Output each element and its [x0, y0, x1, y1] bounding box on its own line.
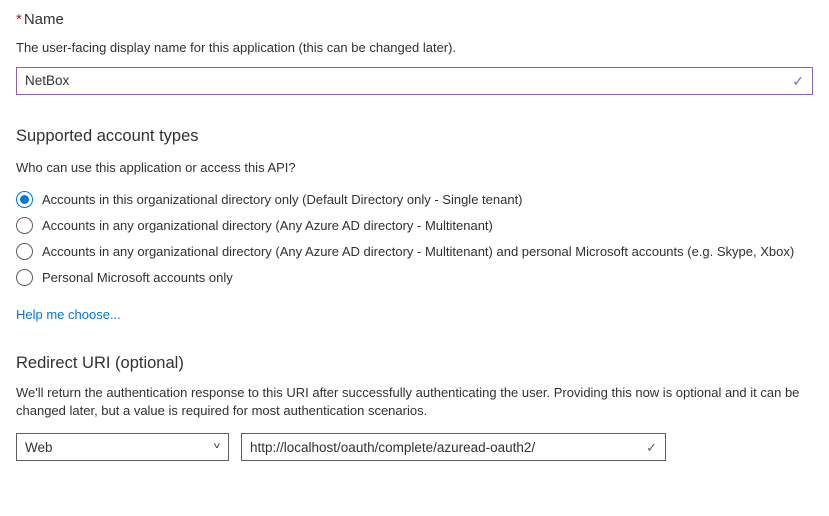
checkmark-icon: ✓: [646, 439, 657, 455]
required-indicator: *: [16, 11, 22, 28]
platform-select-value: Web: [25, 439, 53, 455]
help-me-choose-link[interactable]: Help me choose...: [16, 306, 121, 322]
name-description: The user-facing display name for this application (this can be changed later).: [16, 40, 457, 55]
account-types-radio-group: [16, 187, 813, 291]
name-input-wrapper[interactable]: [16, 67, 813, 95]
radio-icon: [16, 243, 33, 260]
radio-option-multitenant[interactable]: [16, 213, 813, 239]
redirect-uri-row: [16, 433, 813, 461]
platform-select[interactable]: [16, 433, 229, 461]
redirect-uri-title: Redirect URI (optional): [16, 353, 184, 372]
radio-label: Accounts in this organizational directory only (Default Directory only - Single tenant): [42, 192, 523, 208]
redirect-uri-input[interactable]: [242, 434, 646, 460]
name-input[interactable]: [17, 68, 792, 94]
radio-option-personal-only[interactable]: [16, 265, 813, 291]
chevron-down-icon: ˅: [213, 441, 221, 453]
radio-option-single-tenant[interactable]: [16, 187, 813, 213]
radio-label: Accounts in any organizational directory (Any Azure AD directory - Multitenant) and personal Microsoft accounts (e.g. Skype, Xbox): [42, 244, 795, 260]
redirect-uri-input-wrapper[interactable]: [241, 433, 666, 461]
radio-icon: [16, 269, 33, 286]
checkmark-icon: ✓: [792, 72, 804, 89]
radio-icon: [16, 217, 33, 234]
radio-label: Accounts in any organizational directory (Any Azure AD directory - Multitenant): [42, 218, 493, 234]
supported-account-types-title: Supported account types: [16, 126, 199, 145]
name-label-text: Name: [23, 11, 64, 28]
radio-option-multitenant-and-personal[interactable]: [16, 239, 813, 265]
redirect-uri-description: We'll return the authentication response to this URI after successfully authenticating the user. Providing this now is optional and it can be changed later, but a value is required for most authentication scenarios.: [16, 384, 800, 419]
name-label: [16, 11, 813, 28]
supported-account-types-subtitle: Who can use this application or access this API?: [16, 159, 296, 175]
radio-label: Personal Microsoft accounts only: [42, 270, 233, 286]
radio-icon: [16, 191, 33, 208]
